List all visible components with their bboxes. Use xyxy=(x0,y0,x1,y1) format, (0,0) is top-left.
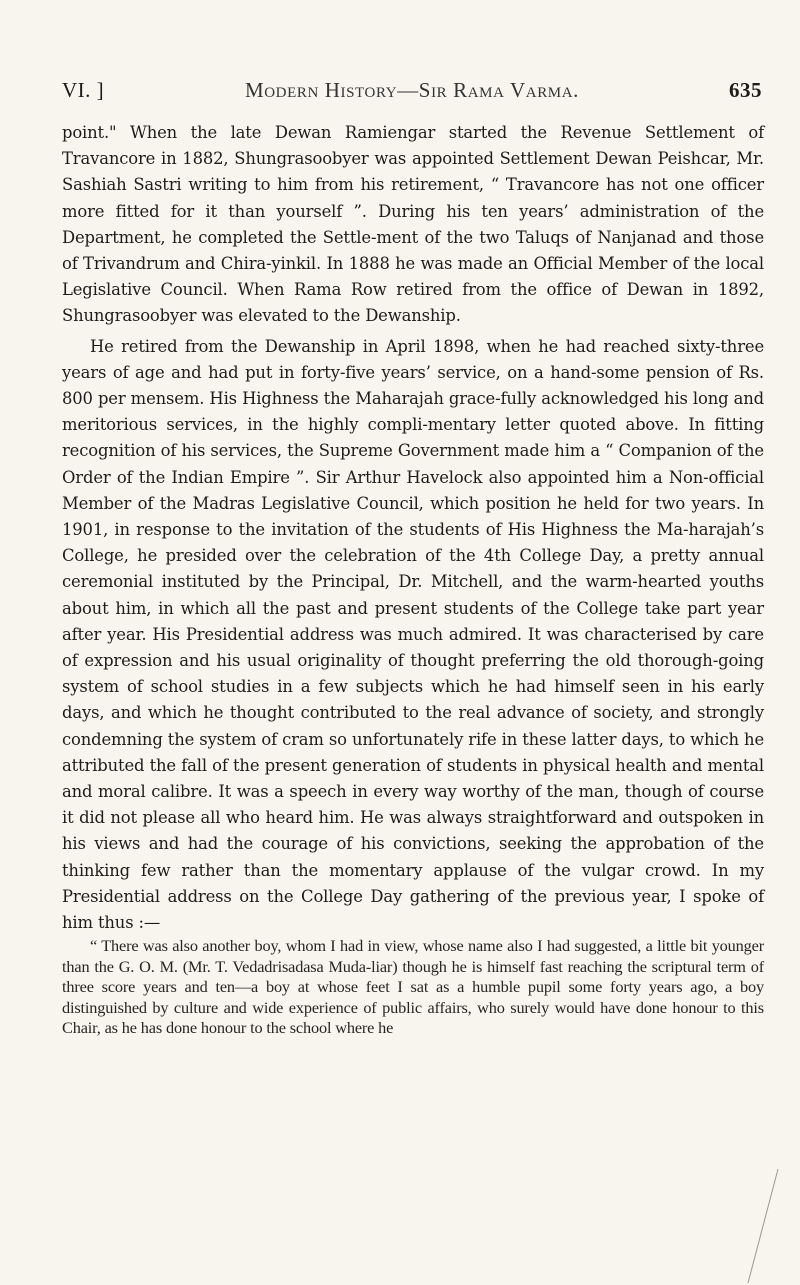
paragraph-continued: point." When the late Dewan Ramiengar started the Revenue Settlement of Travancore in 1882, Shungrasoobyer was appointed Settlement Dewan Peishcar, Mr. Sashiah Sastri writing to him from his retirement, “ Travancore has not one officer more fitted for it than yourself ”. During his ten years’ administration of the Department, he completed the Settle-ment of the two Taluqs of Nanjanad and those of Trivandrum and Chira-yinkil. In 1888 he was made an Official Member of the local Legislative Council. When Rama Row retired from the office of Dewan in 1892, Shungrasoobyer was elevated to the Dewanship. xyxy=(62,123,764,326)
page-number: 635 xyxy=(729,78,762,102)
page-corner-mark xyxy=(742,1165,782,1285)
paragraph-retirement: He retired from the Dewanship in April 1898, when he had reached sixty-three years of age and had put in forty-five years’ service, on a hand-some pension of Rs. 800 per mensem. His Highness the Maharajah grace-fully acknowledged his long and meritorious services, in the highly compli-mentary letter quoted above. In fitting recognition of his services, the Supreme Government made him a “ Companion of the Order of the Indian Empire ”. Sir Arthur Havelock also appointed him a Non-official Member of the Madras Legislative Council, which position he held for two years. In 1901, in response to the invitation of the students of His Highness the Ma-harajah’s College, he presided over the celebration of the 4th College Day, a pretty annual ceremonial instituted by the Principal, Dr. Mitchell, and the warm-hearted youths about him, in which all the past and present students of the College take part year after year. His Presidential address was much admired. It was characterised by care of expression and his usual originality of thought preferring the old thorough-going system of school studies in a few subjects which he had himself seen in his early days, and which he thought contributed to the real advance of society, and strongly condemning the system of cram so unfortunately rife in these latter days, to which he attributed the fall of the present generation of students in physical health and mental and moral calibre. It was a speech in every way worthy of the man, though of course it did not please all who heard him. He was always straightforward and outspoken in his views and had the courage of his convictions, seeking the approbation of the thinking few rather than the momentary applause of the vulgar crowd. In my Presidential address on the College Day gathering of the previous year, I spoke of him thus :— xyxy=(62,336,764,933)
running-header xyxy=(62,78,762,108)
body-text xyxy=(62,120,764,1039)
running-title: Modern History—Sir Rama Varma. xyxy=(244,78,580,102)
block-quote: “ There was also another boy, whom I had in view, whose name also I had suggested, a little bit younger than the G. O. M. (Mr. T. Vedadrisadasa Muda-liar) though he is himself fast reaching the scriptural term of three score years and ten—a boy at whose feet I sat as a humble pupil some forty years ago, a boy distinguished by culture and wide experience of public affairs, who surely would have done honour to this Chair, as he has done honour to the school where he xyxy=(62,936,764,1038)
chapter-number: VI. ] xyxy=(62,78,105,102)
